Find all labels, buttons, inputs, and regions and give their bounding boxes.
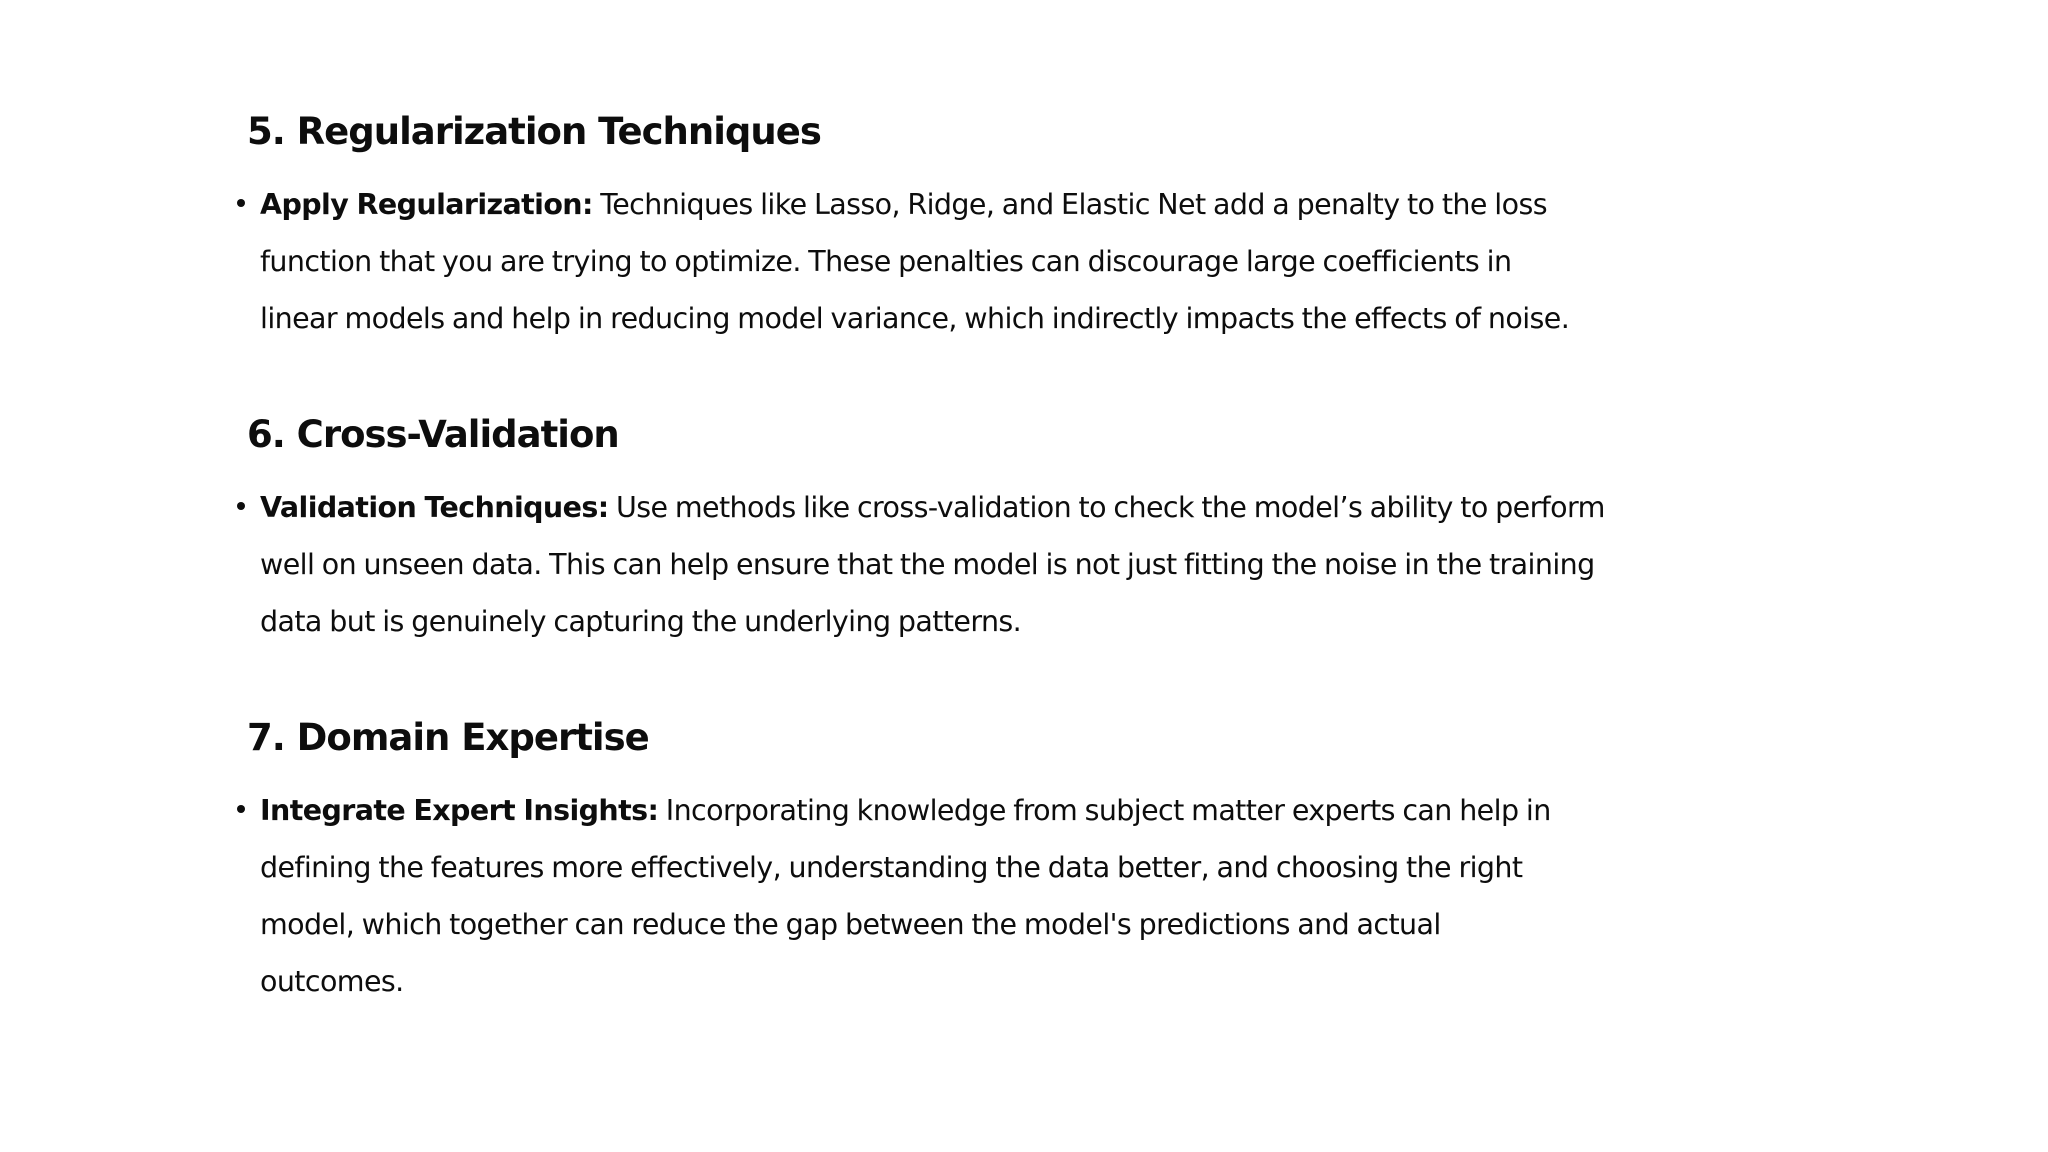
section-regularization	[247, 106, 1667, 347]
document-content	[247, 106, 1667, 1072]
bullet-list	[247, 176, 1667, 347]
bullet-list	[247, 479, 1667, 650]
bullet-dot-icon	[237, 805, 245, 813]
body-line: Techniques like Lasso, Ridge, and Elastic Net add a penalty to the loss	[600, 188, 1547, 221]
list-item	[260, 782, 1667, 1010]
body-line: Use methods like cross-validation to check the model’s ability to perform	[615, 491, 1605, 524]
section-heading: 7. Domain Expertise	[247, 716, 649, 759]
body-line: well on unseen data. This can help ensure that the model is not just fitting the noise in the training	[260, 548, 1595, 581]
bullet-title: Validation Techniques:	[260, 491, 609, 524]
body-line: data but is genuinely capturing the underlying patterns.	[260, 605, 1022, 638]
body-line: Incorporating knowledge from subject matter experts can help in	[665, 794, 1551, 827]
bullet-title: Apply Regularization:	[260, 188, 593, 221]
body-line: defining the features more effectively, understanding the data better, and choosing the right	[260, 851, 1523, 884]
list-item	[260, 479, 1667, 650]
section-heading: 6. Cross-Validation	[247, 413, 619, 456]
section-cross-validation	[247, 409, 1667, 650]
list-item	[260, 176, 1667, 347]
body-line: linear models and help in reducing model variance, which indirectly impacts the effects of noise.	[260, 302, 1570, 335]
bullet-title: Integrate Expert Insights:	[260, 794, 659, 827]
body-line: model, which together can reduce the gap between the model's predictions and actual	[260, 908, 1441, 941]
body-line: function that you are trying to optimize. These penalties can discourage large coefficients in	[260, 245, 1512, 278]
section-heading: 5. Regularization Techniques	[247, 110, 821, 153]
section-domain-expertise	[247, 712, 1667, 1010]
body-line: outcomes.	[260, 965, 404, 998]
bullet-dot-icon	[237, 199, 245, 207]
bullet-dot-icon	[237, 502, 245, 510]
bullet-list	[247, 782, 1667, 1010]
